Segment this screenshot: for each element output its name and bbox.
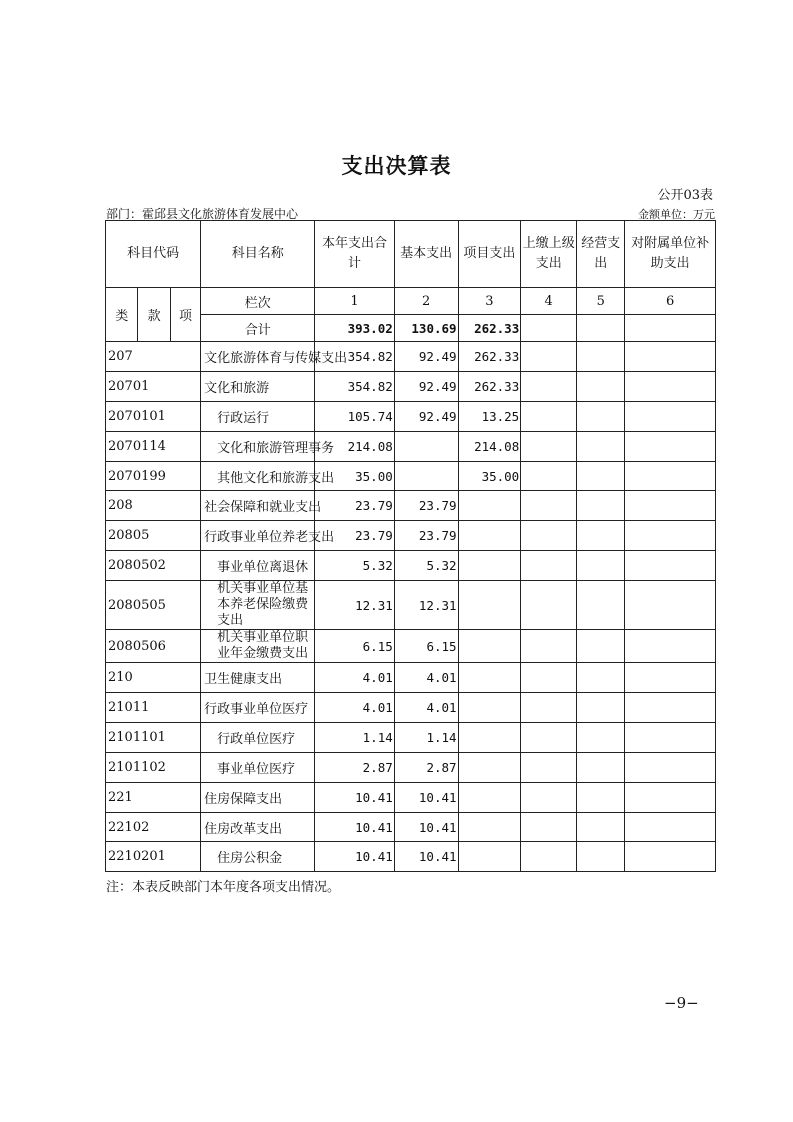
- code-cell: 20701: [106, 371, 201, 401]
- subsidiary-cell: [625, 722, 716, 752]
- header-row: [106, 221, 716, 288]
- upper-cell: [521, 630, 577, 663]
- code-cell: 210: [106, 663, 201, 693]
- project-cell: [458, 782, 521, 812]
- upper-cell: [521, 551, 577, 581]
- business-cell: [577, 551, 625, 581]
- col-number-1: 1: [315, 288, 394, 315]
- total-cell: 6.15: [315, 630, 394, 663]
- table-row: [106, 752, 716, 782]
- subsidiary-cell: [625, 663, 716, 693]
- upper-cell: [521, 401, 577, 431]
- basic-cell: 10.41: [394, 782, 458, 812]
- name-cell: 行政事业单位医疗: [201, 693, 315, 723]
- col-number-5: 5: [577, 288, 625, 315]
- project-cell: [458, 722, 521, 752]
- basic-cell: 10.41: [394, 812, 458, 842]
- code-cell: 208: [106, 491, 201, 521]
- code-cell: 2070199: [106, 461, 201, 491]
- upper-cell: [521, 812, 577, 842]
- business-cell: [577, 581, 625, 630]
- table-row: [106, 693, 716, 723]
- basic-cell: 10.41: [394, 842, 458, 872]
- column-label: 栏次: [201, 288, 315, 315]
- total-cell: 10.41: [315, 812, 394, 842]
- business-cell: [577, 461, 625, 491]
- upper-cell: [521, 371, 577, 401]
- total-cell: 354.82: [315, 371, 394, 401]
- page-title: 支出决算表: [341, 153, 452, 178]
- business-cell: [577, 842, 625, 872]
- subsidiary-cell: [625, 491, 716, 521]
- project-cell: [458, 812, 521, 842]
- name-cell: 住房公积金: [201, 842, 315, 872]
- header-subsidiary: 对附属单位补助支出: [625, 221, 716, 288]
- table-row: [106, 722, 716, 752]
- basic-cell: 92.49: [394, 401, 458, 431]
- form-number: 公开03表: [657, 188, 713, 203]
- subsidiary-cell: [625, 371, 716, 401]
- project-cell: [458, 551, 521, 581]
- basic-cell: 4.01: [394, 693, 458, 723]
- column-number-row: [106, 288, 716, 315]
- project-cell: 35.00: [458, 461, 521, 491]
- name-cell: 住房改革支出: [201, 812, 315, 842]
- table-row: [106, 342, 716, 372]
- project-cell: 13.25: [458, 401, 521, 431]
- basic-cell: 130.69: [394, 315, 458, 342]
- total-cell: 1.14: [315, 722, 394, 752]
- header-name: 科目名称: [201, 221, 315, 288]
- project-cell: [458, 752, 521, 782]
- subsidiary-cell: [625, 581, 716, 630]
- basic-cell: 5.32: [394, 551, 458, 581]
- project-cell: [458, 630, 521, 663]
- header-code: 科目代码: [106, 221, 201, 288]
- upper-cell: [521, 722, 577, 752]
- department-label: 部门：霍邱县文化旅游体育发展中心: [106, 207, 299, 221]
- code-cell: 221: [106, 782, 201, 812]
- basic-cell: 12.31: [394, 581, 458, 630]
- table-row: [106, 812, 716, 842]
- basic-cell: 4.01: [394, 663, 458, 693]
- total-cell: 35.00: [315, 461, 394, 491]
- subsidiary-cell: [625, 812, 716, 842]
- header-project: 项目支出: [458, 221, 521, 288]
- expenditure-table: [105, 220, 716, 872]
- table-row: [106, 461, 716, 491]
- total-cell: 12.31: [315, 581, 394, 630]
- name-cell: 行政运行: [201, 401, 315, 431]
- business-cell: [577, 315, 625, 342]
- code-cell: 2101101: [106, 722, 201, 752]
- table-row: [106, 401, 716, 431]
- project-cell: [458, 693, 521, 723]
- total-cell: 2.87: [315, 752, 394, 782]
- code-cell: 2080506: [106, 630, 201, 663]
- business-cell: [577, 630, 625, 663]
- business-cell: [577, 812, 625, 842]
- project-cell: [458, 581, 521, 630]
- business-cell: [577, 521, 625, 551]
- total-cell: 10.41: [315, 842, 394, 872]
- subsidiary-cell: [625, 342, 716, 372]
- subsidiary-cell: [625, 842, 716, 872]
- upper-cell: [521, 431, 577, 461]
- basic-cell: 23.79: [394, 521, 458, 551]
- unit-label: 金额单位：万元: [638, 208, 715, 221]
- page-number: −9−: [664, 994, 699, 1012]
- upper-cell: [521, 842, 577, 872]
- business-cell: [577, 431, 625, 461]
- upper-cell: [521, 693, 577, 723]
- basic-cell: 92.49: [394, 371, 458, 401]
- business-cell: [577, 782, 625, 812]
- total-cell: 4.01: [315, 693, 394, 723]
- data-rows: [106, 342, 716, 872]
- upper-cell: [521, 663, 577, 693]
- upper-cell: [521, 782, 577, 812]
- upper-cell: [521, 581, 577, 630]
- name-cell: 其他文化和旅游支出: [201, 461, 315, 491]
- code-cell: 22102: [106, 812, 201, 842]
- project-cell: [458, 521, 521, 551]
- code-cell: 21011: [106, 693, 201, 723]
- project-cell: 262.33: [458, 315, 521, 342]
- basic-cell: 23.79: [394, 491, 458, 521]
- code-cell: 2080502: [106, 551, 201, 581]
- total-cell: 10.41: [315, 782, 394, 812]
- basic-cell: 92.49: [394, 342, 458, 372]
- header-xiang: 项: [170, 288, 200, 342]
- table-row: [106, 782, 716, 812]
- subsidiary-cell: [625, 461, 716, 491]
- basic-cell: 1.14: [394, 722, 458, 752]
- code-cell: 2210201: [106, 842, 201, 872]
- upper-cell: [521, 491, 577, 521]
- name-cell: 机关事业单位职业年金缴费支出: [201, 630, 315, 663]
- business-cell: [577, 663, 625, 693]
- upper-cell: [521, 752, 577, 782]
- header-lei: 类: [106, 288, 138, 342]
- table-row: [106, 842, 716, 872]
- subsidiary-cell: [625, 693, 716, 723]
- table-row: [106, 431, 716, 461]
- code-cell: 2070114: [106, 431, 201, 461]
- name-cell: 事业单位离退休: [201, 551, 315, 581]
- code-cell: 2080505: [106, 581, 201, 630]
- code-cell: 2101102: [106, 752, 201, 782]
- upper-cell: [521, 461, 577, 491]
- project-cell: [458, 491, 521, 521]
- name-cell: 事业单位医疗: [201, 752, 315, 782]
- basic-cell: 2.87: [394, 752, 458, 782]
- business-cell: [577, 722, 625, 752]
- name-cell: 卫生健康支出: [201, 663, 315, 693]
- col-number-3: 3: [458, 288, 521, 315]
- table-row: [106, 663, 716, 693]
- table-row: [106, 521, 716, 551]
- basic-cell: [394, 461, 458, 491]
- name-cell: 行政单位医疗: [201, 722, 315, 752]
- project-cell: 214.08: [458, 431, 521, 461]
- header-basic: 基本支出: [394, 221, 458, 288]
- table-row: [106, 371, 716, 401]
- total-cell: 105.74: [315, 401, 394, 431]
- col-number-6: 6: [625, 288, 716, 315]
- table-row: [106, 491, 716, 521]
- name-cell: 行政事业单位养老支出: [201, 521, 315, 551]
- table-row: [106, 551, 716, 581]
- total-label: 合计: [201, 315, 315, 342]
- code-cell: 2070101: [106, 401, 201, 431]
- name-cell: 住房保障支出: [201, 782, 315, 812]
- code-cell: 20805: [106, 521, 201, 551]
- business-cell: [577, 342, 625, 372]
- col-number-2: 2: [394, 288, 458, 315]
- total-cell: 23.79: [315, 521, 394, 551]
- business-cell: [577, 371, 625, 401]
- subsidiary-cell: [625, 431, 716, 461]
- header-kuan: 款: [138, 288, 170, 342]
- table-row: [106, 630, 716, 663]
- business-cell: [577, 401, 625, 431]
- business-cell: [577, 693, 625, 723]
- basic-cell: 6.15: [394, 630, 458, 663]
- subsidiary-cell: [625, 630, 716, 663]
- subsidiary-cell: [625, 551, 716, 581]
- header-total: 本年支出合计: [315, 221, 394, 288]
- project-cell: 262.33: [458, 371, 521, 401]
- subsidiary-cell: [625, 752, 716, 782]
- subsidiary-cell: [625, 782, 716, 812]
- header-upper: 上缴上级支出: [521, 221, 577, 288]
- col-number-4: 4: [521, 288, 577, 315]
- name-cell: 文化和旅游管理事务: [201, 431, 315, 461]
- upper-cell: [521, 342, 577, 372]
- total-cell: 354.82: [315, 342, 394, 372]
- total-cell: 4.01: [315, 663, 394, 693]
- name-cell: 文化和旅游: [201, 371, 315, 401]
- subsidiary-cell: [625, 401, 716, 431]
- footnote: 注：本表反映部门本年度各项支出情况。: [106, 880, 341, 895]
- subsidiary-cell: [625, 521, 716, 551]
- business-cell: [577, 491, 625, 521]
- code-cell: 207: [106, 342, 201, 372]
- project-cell: 262.33: [458, 342, 521, 372]
- upper-cell: [521, 521, 577, 551]
- total-cell: 5.32: [315, 551, 394, 581]
- upper-cell: [521, 315, 577, 342]
- name-cell: 机关事业单位基本养老保险缴费支出: [201, 581, 315, 630]
- project-cell: [458, 842, 521, 872]
- business-cell: [577, 752, 625, 782]
- total-cell: 393.02: [315, 315, 394, 342]
- basic-cell: [394, 431, 458, 461]
- name-cell: 社会保障和就业支出: [201, 491, 315, 521]
- name-cell: 文化旅游体育与传媒支出: [201, 342, 315, 372]
- total-cell: 23.79: [315, 491, 394, 521]
- header-business: 经营支出: [577, 221, 625, 288]
- total-cell: 214.08: [315, 431, 394, 461]
- table-row: [106, 581, 716, 630]
- project-cell: [458, 663, 521, 693]
- subsidiary-cell: [625, 315, 716, 342]
